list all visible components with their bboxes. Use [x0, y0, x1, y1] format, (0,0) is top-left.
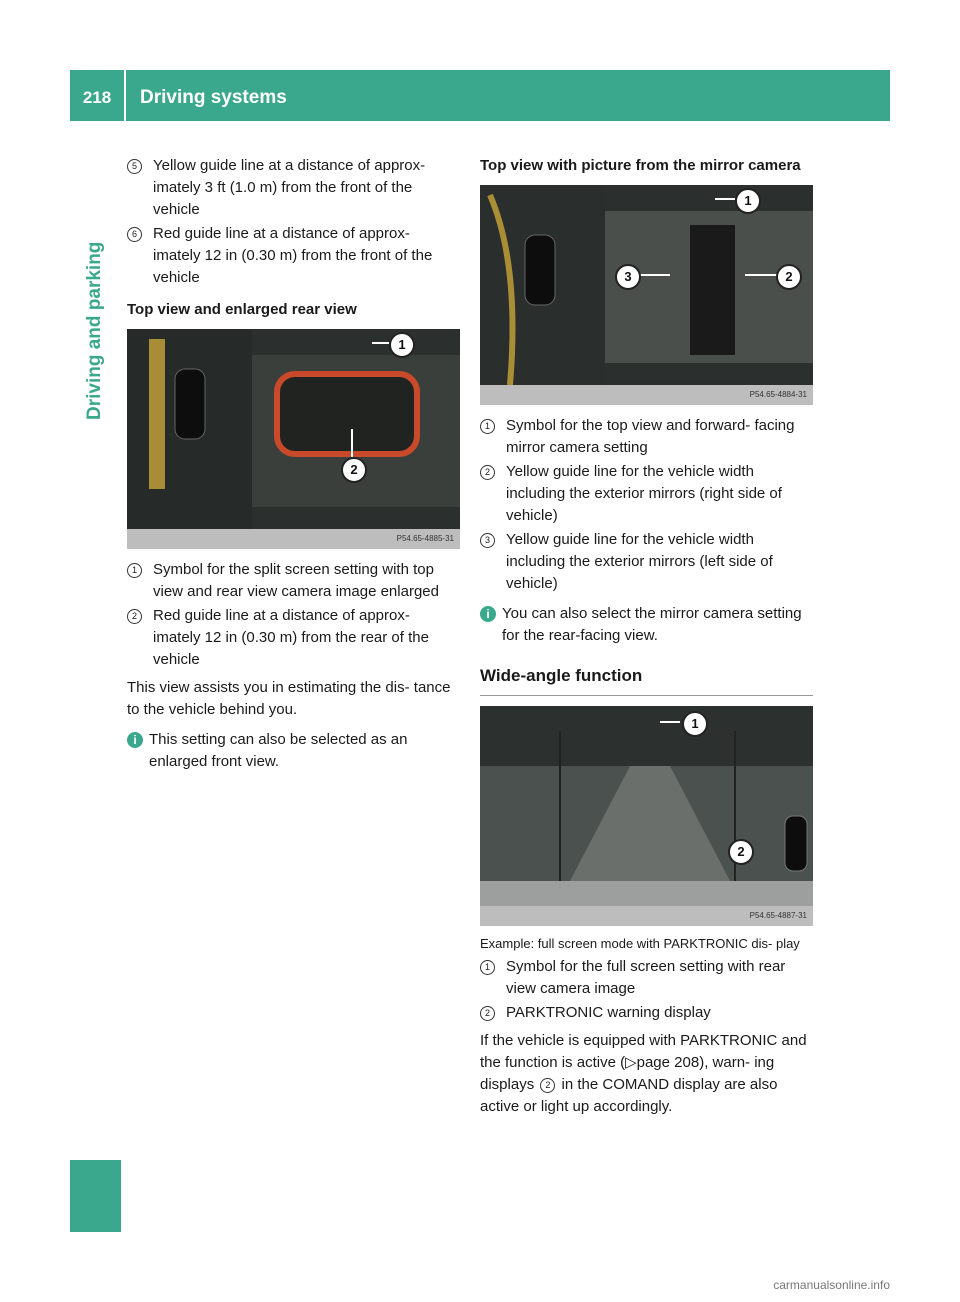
body-paragraph: This view assists you in estimating the dis- tance to the vehicle behind you.	[127, 679, 451, 718]
figure-code: P54.65-4885-31	[127, 529, 460, 549]
info-icon: i	[127, 732, 143, 748]
figure-mirror-camera	[480, 185, 813, 405]
camera-screen-illustration	[480, 706, 813, 926]
info-note-text: You can also select the mirror camera setting for the rear-facing view.	[502, 605, 802, 644]
callout-1: 1	[682, 711, 708, 737]
marker-2: 2	[480, 1006, 495, 1021]
list-item-text: Red guide line at a distance of approx- imately 12 in (0.30 m) from the front of the vehicle	[153, 225, 433, 286]
marker-1: 1	[480, 960, 495, 975]
list-item-text: Yellow guide line for the vehicle width including the exterior mirrors (right side of vehicle)	[506, 463, 782, 524]
chapter-side-label: Driving and parking	[84, 241, 105, 420]
page-reference-link[interactable]: page 208	[636, 1054, 700, 1071]
marker-2: 2	[127, 609, 142, 624]
list-item	[480, 529, 813, 595]
figure-code: P54.65-4884-31	[480, 385, 813, 405]
paragraph-text-start: If the vehicle is equipped with PARKTRONIC and the function is active (	[480, 1032, 807, 1071]
section-heading: Top view and enlarged rear view	[127, 301, 357, 318]
info-note	[480, 603, 813, 647]
marker-3: 3	[480, 533, 495, 548]
info-note-text: This setting can also be selected as an enlarged front view.	[149, 731, 408, 770]
camera-screen-illustration	[127, 329, 460, 549]
left-column	[127, 155, 460, 781]
info-icon: i	[480, 606, 496, 622]
callout-1: 1	[735, 188, 761, 214]
paragraph-text-mid: ), warn- ing displays	[480, 1054, 775, 1093]
callout-2: 2	[341, 457, 367, 483]
chapter-tab-block	[70, 1160, 121, 1232]
callout-3: 3	[615, 264, 641, 290]
figure-caption: Example: full screen mode with PARKTRONIC dis- play	[480, 936, 800, 951]
marker-2: 2	[480, 465, 495, 480]
list-item	[127, 605, 460, 671]
callout-2: 2	[728, 839, 754, 865]
figure-top-rear-view	[127, 329, 460, 549]
section-title: Driving systems	[140, 86, 287, 108]
page-header	[70, 70, 890, 121]
marker-2: 2	[540, 1078, 555, 1093]
list-item-text: Yellow guide line at a distance of approx- imately 3 ft (1.0 m) from the front of the vehicle	[153, 157, 426, 218]
list-item-text: Symbol for the split screen setting with top view and rear view camera image enlarged	[153, 561, 439, 600]
list-item-text: PARKTRONIC warning display	[506, 1004, 711, 1021]
list-item	[127, 155, 460, 221]
figure-code: P54.65-4887-31	[480, 906, 813, 926]
arrow-icon: ▷	[625, 1054, 637, 1071]
list-item	[480, 1002, 813, 1024]
marker-1: 1	[127, 563, 142, 578]
marker-5: 5	[127, 159, 142, 174]
callout-2: 2	[776, 264, 802, 290]
callout-1: 1	[389, 332, 415, 358]
watermark: carmanualsonline.info	[773, 1278, 890, 1292]
section-heading-wide-angle: Wide-angle function	[480, 665, 813, 696]
list-item-text: Red guide line at a distance of approx- imately 12 in (0.30 m) from the rear of the vehicle	[153, 607, 429, 668]
list-item	[127, 223, 460, 289]
info-note	[127, 729, 460, 773]
list-item-text: Symbol for the top view and forward- facing mirror camera setting	[506, 417, 795, 456]
marker-1: 1	[480, 419, 495, 434]
right-column	[480, 155, 813, 1124]
section-heading: Top view with picture from the mirror camera	[480, 157, 801, 174]
marker-6: 6	[127, 227, 142, 242]
list-item	[480, 461, 813, 527]
list-item	[127, 559, 460, 603]
camera-screen-illustration	[480, 185, 813, 405]
list-item-text: Symbol for the full screen setting with rear view camera image	[506, 958, 786, 997]
page-number: 218	[70, 70, 126, 121]
figure-wide-angle	[480, 706, 813, 926]
list-item	[480, 956, 813, 1000]
paragraph-text-end: in the COMAND display are also active or light up accordingly.	[480, 1076, 778, 1115]
list-item	[480, 415, 813, 459]
list-item-text: Yellow guide line for the vehicle width including the exterior mirrors (left side of vehicle)	[506, 531, 773, 592]
body-paragraph	[480, 1030, 813, 1118]
